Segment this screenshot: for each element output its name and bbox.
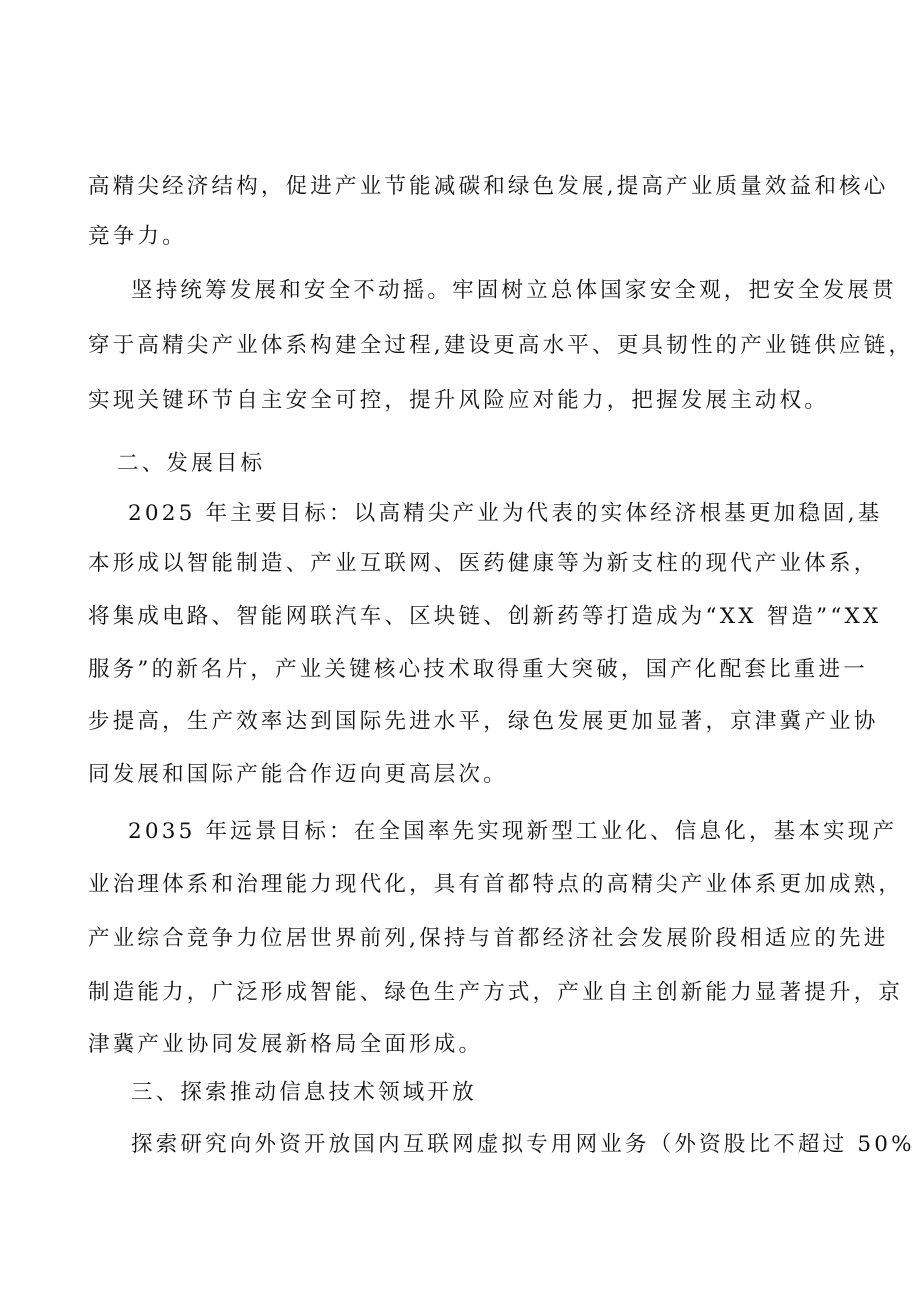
section-heading: 三、探索推动信息技术领域开放: [131, 1080, 477, 1105]
paragraph-line: 津冀产业协同发展新格局全面形成。: [88, 1032, 484, 1057]
paragraph-line: 服务”的新名片，产业关键核心技术取得重大突破，国产化配套比重进一: [88, 657, 868, 682]
paragraph-line: 探索研究向外资开放国内互联网虚拟专用网业务（外资股比不超过 50%: [131, 1132, 915, 1157]
paragraph-line: 同发展和国际产能合作迈向更高层次。: [88, 762, 508, 787]
paragraph-line: 将集成电路、智能网联汽车、区块链、创新药等打造成为“XX 智造”“XX: [88, 604, 882, 629]
paragraph-line: 实现关键环节自主安全可控，提升风险应对能力，把握发展主动权。: [88, 388, 830, 413]
paragraph-line: 制造能力，广泛形成智能、绿色生产方式，产业自主创新能力显著提升，京: [88, 980, 904, 1005]
paragraph-line: 2035 年远景目标：在全国率先实现新型工业化、信息化，基本实现产: [128, 819, 898, 844]
paragraph-line: 本形成以智能制造、产业互联网、医药健康等为新支柱的现代产业体系，: [88, 551, 879, 576]
section-heading: 二、发展目标: [117, 451, 266, 476]
paragraph-line: 2025 年主要目标：以高精尖产业为代表的实体经济根基更加稳固,基: [128, 501, 883, 526]
paragraph-line: 高精尖经济结构，促进产业节能减碳和绿色发展,提高产业质量效益和核心: [88, 174, 889, 199]
paragraph-line: 业治理体系和治理能力现代化，具有首都特点的高精尖产业体系更加成熟，: [88, 872, 904, 897]
paragraph-line: 穿于高精尖产业体系构建全过程,建设更高水平、更具韧性的产业链供应链，: [88, 333, 914, 358]
paragraph-line: 坚持统筹发展和安全不动摇。牢固树立总体国家安全观，把安全发展贯: [131, 278, 897, 303]
paragraph-line: 竞争力。: [88, 224, 187, 249]
paragraph-line: 步提高，生产效率达到国际先进水平，绿色发展更加显著，京津冀产业协: [88, 709, 879, 734]
paragraph-line: 产业综合竞争力位居世界前列,保持与首都经济社会发展阶段相适应的先进: [88, 926, 889, 951]
